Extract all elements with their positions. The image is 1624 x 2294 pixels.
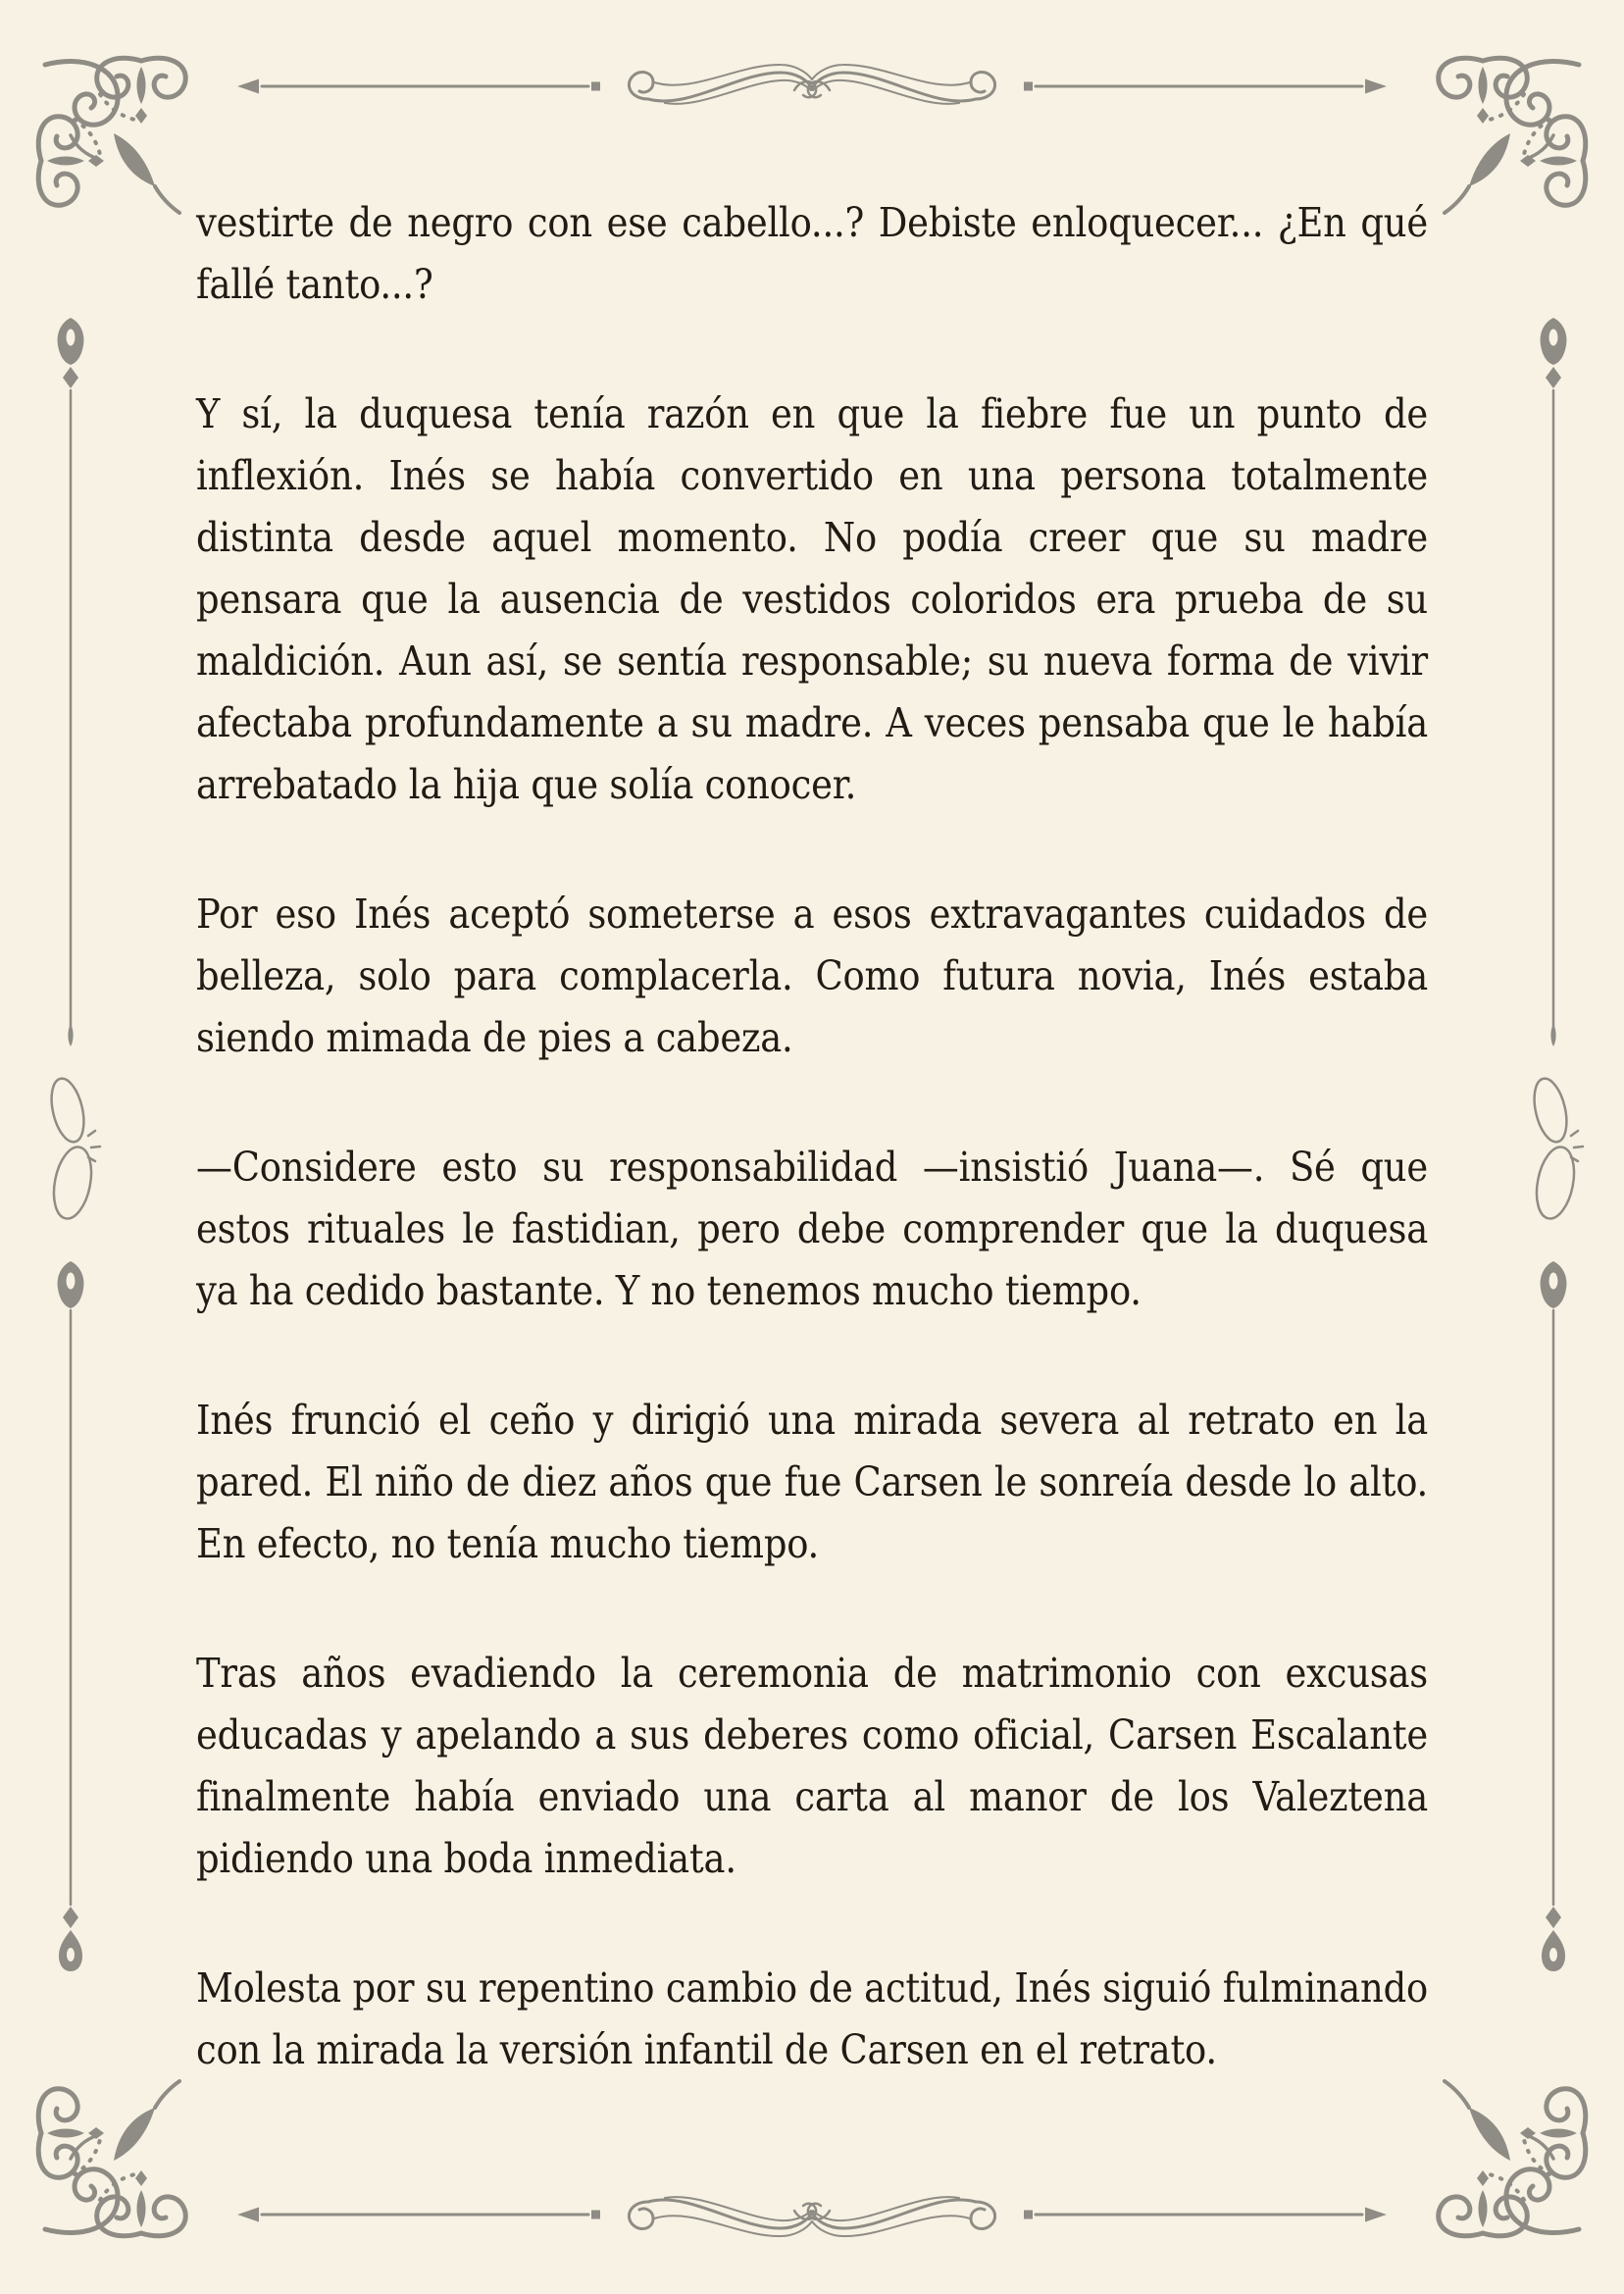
paragraph: Y sí, la duquesa tenía razón en que la fiebre fue un punto de inflexión. Inés se había convertido en una persona totalmente distinta desde aquel momento. No podía creer que su madre pensara que la ausencia de vestidos coloridos era prueba de su maldición. Aun así, se sentía responsable; su nueva forma de vivir afectaba profundamente a su madre. A veces pensaba que le había arrebatado la hija que solía conocer. — [196, 390, 1428, 808]
page-text — [196, 192, 1428, 2081]
corner-flourish-icon — [1426, 1988, 1593, 2243]
arrow-swirl-divider-icon — [235, 59, 1389, 114]
side-rule-ornament-icon — [41, 314, 100, 1971]
side-rule-ornament-icon — [1524, 314, 1583, 1971]
corner-flourish-icon — [1426, 51, 1593, 306]
paragraph: Inés frunció el ceño y dirigió una mirada severa al retrato en la pared. El niño de diez años que fue Carsen le sonreía desde lo alto. En efecto, no tenía mucho tiempo. — [196, 1397, 1428, 1567]
paragraph: Tras años evadiendo la ceremonia de matrimonio con excusas educadas y apelando a sus deberes como oficial, Carsen Escalante finalmente había enviado una carta al manor de los Valeztena pidiendo una boda inmediata. — [196, 1650, 1428, 1882]
paragraph: vestirte de negro con ese cabello...? Debiste enloquecer... ¿En qué fallé tanto...? — [196, 199, 1428, 308]
paragraph: Molesta por su repentino cambio de actitud, Inés siguió fulminando con la mirada la versión infantil de Carsen en el retrato. — [196, 1964, 1428, 2073]
corner-flourish-icon — [31, 1988, 198, 2243]
paragraph: Por eso Inés aceptó someterse a esos extravagantes cuidados de belleza, solo para complacerla. Como futura novia, Inés estaba siendo mimada de pies a cabeza. — [196, 891, 1428, 1061]
arrow-swirl-divider-icon — [235, 2187, 1389, 2242]
corner-flourish-icon — [31, 51, 198, 306]
paragraph: —Considere esto su responsabilidad —insistió Juana—. Sé que estos rituales le fastidian, pero debe comprender que la duquesa ya ha cedido bastante. Y no tenemos mucho tiempo. — [196, 1144, 1428, 1314]
